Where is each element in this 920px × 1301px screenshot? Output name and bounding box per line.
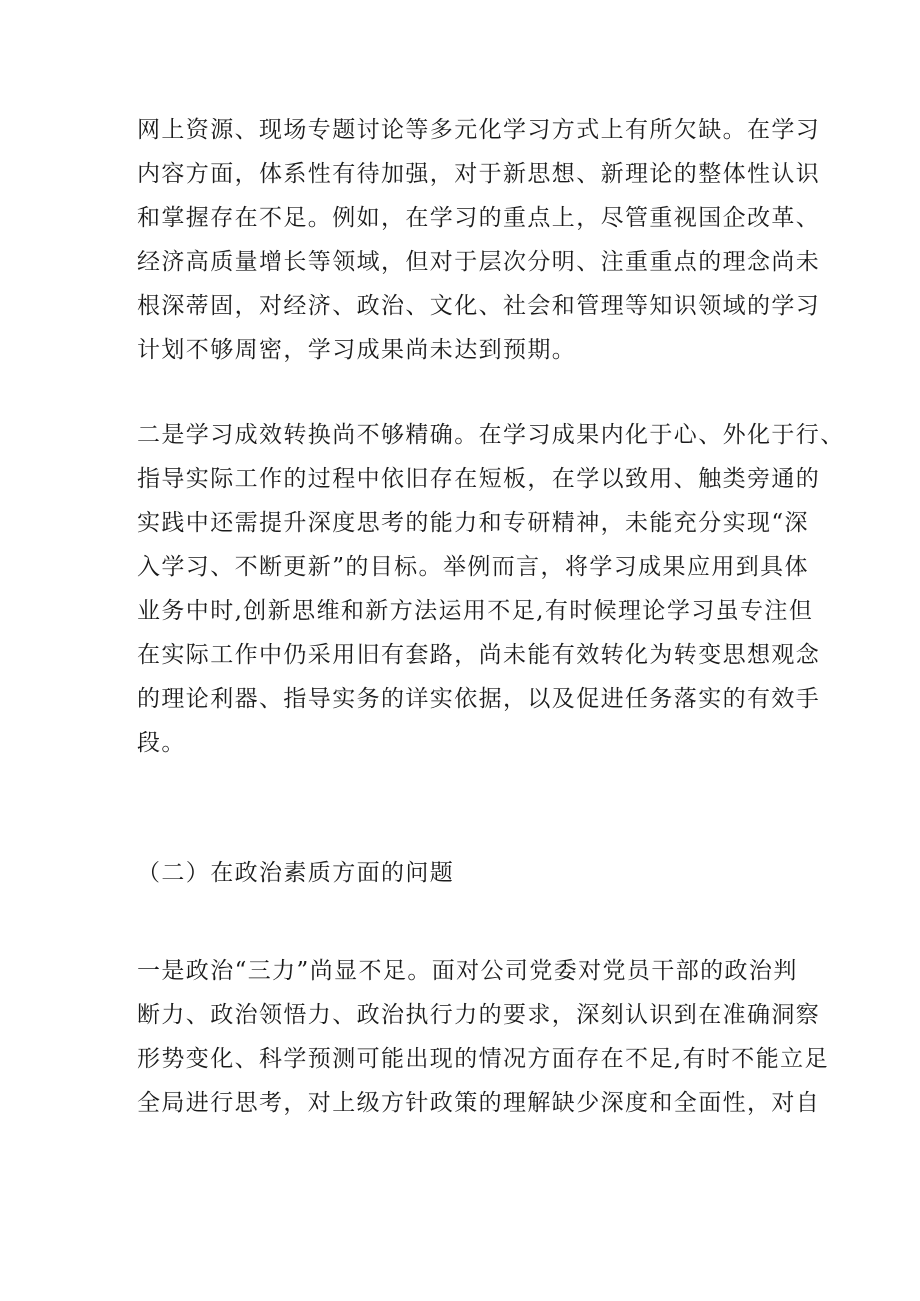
paragraph-learning-outcomes xyxy=(137,413,845,765)
text-line: 和掌握存在不足。例如，在学习的重点上，尽管重视国企改革、 xyxy=(137,205,821,231)
heading-line: （二）在政治素质方面的问题 xyxy=(137,860,455,886)
text-line: 在实际工作中仍采用旧有套路，尚未能有效转化为转变思想观念 xyxy=(137,642,821,668)
text-line: 经济高质量增长等领域，但对于层次分明、注重重点的理念尚未 xyxy=(137,249,821,275)
paragraph-political-quality xyxy=(137,949,829,1125)
text-line: 全局进行思考，对上级方针政策的理解缺少深度和全面性，对自 xyxy=(137,1090,821,1116)
text-line: 网上资源、现场专题讨论等多元化学习方式上有所欠缺。在学习 xyxy=(137,117,821,143)
text-line: 根深蒂固，对经济、政治、文化、社会和管理等知识领域的学习 xyxy=(137,293,821,319)
text-line: 入学习、不断更新”的目标。举例而言，将学习成果应用到具体 xyxy=(137,554,809,580)
text-line: 业务中时,创新思维和新方法运用不足,有时候理论学习虽专注但 xyxy=(137,598,814,624)
text-line: 段。 xyxy=(137,730,186,756)
text-line: 实践中还需提升深度思考的能力和专研精神，未能充分实现“深 xyxy=(137,510,809,536)
text-line: 的理论利器、指导实务的详实依据，以及促进任务落实的有效手 xyxy=(137,686,821,712)
text-line: 一是政治“三力”尚显不足。面对公司党委对党员干部的政治判 xyxy=(137,958,798,984)
text-line: 计划不够周密，学习成果尚未达到预期。 xyxy=(137,337,577,363)
text-line: 二是学习成效转换尚不够精确。在学习成果内化于心、外化于行、 xyxy=(137,422,845,448)
text-line: 断力、政治领悟力、政治执行力的要求，深刻认识到在准确洞察 xyxy=(137,1002,821,1028)
text-line: 内容方面，体系性有待加强，对于新思想、新理论的整体性认识 xyxy=(137,161,821,187)
section-heading xyxy=(137,851,799,895)
paragraph-learning-methods xyxy=(137,108,821,372)
text-line: 指导实际工作的过程中依旧存在短板，在学以致用、触类旁通的 xyxy=(137,466,821,492)
text-line: 形势变化、科学预测可能出现的情况方面存在不足,有时不能立足 xyxy=(137,1046,829,1072)
